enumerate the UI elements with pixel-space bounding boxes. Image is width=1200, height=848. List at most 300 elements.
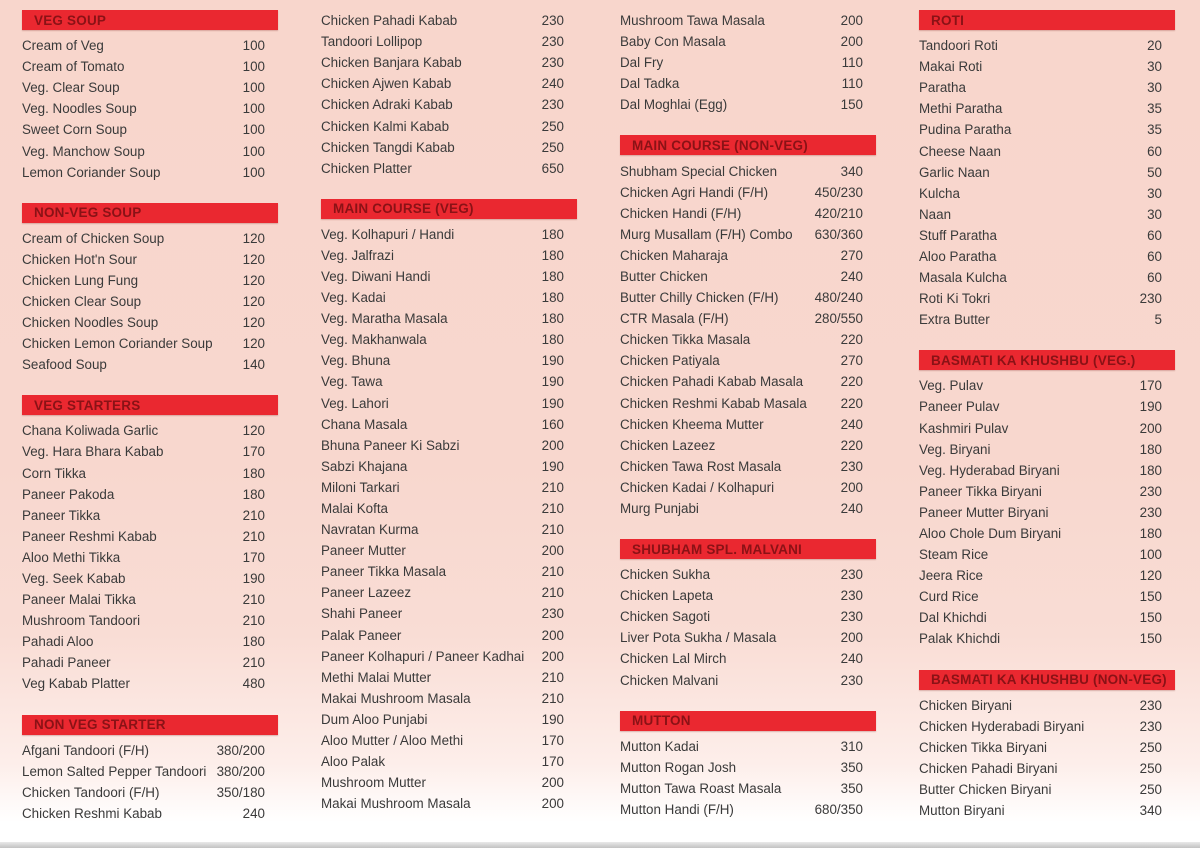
item-name-label: Paneer Pakoda xyxy=(22,486,115,502)
item-price-label: 230 xyxy=(840,458,863,474)
section-header xyxy=(919,10,1175,30)
menu-item-row xyxy=(321,137,577,158)
item-name-label: Chicken Lal Mirch xyxy=(620,651,727,667)
menu-item-row xyxy=(919,502,1175,523)
item-price-label: 230 xyxy=(1139,718,1162,734)
menu-section xyxy=(919,670,1175,822)
item-price-label: 180 xyxy=(541,311,564,327)
item-price-label: 120 xyxy=(242,293,265,309)
item-price-label: 190 xyxy=(541,711,564,727)
item-price-label: 210 xyxy=(242,592,265,608)
item-name-label: Dal Khichdi xyxy=(919,610,987,626)
item-price-label: 380/200 xyxy=(216,742,265,758)
item-name-label: Chicken Reshmi Kabab Masala xyxy=(620,395,807,411)
item-price-label: 230 xyxy=(541,13,564,29)
item-price-label: 220 xyxy=(840,332,863,348)
item-name-label: Chicken Lapeta xyxy=(620,588,714,604)
menu-item-row xyxy=(321,540,577,561)
menu-item-row xyxy=(620,94,876,115)
item-price-label: 200 xyxy=(541,627,564,643)
menu-item-row xyxy=(919,481,1175,502)
section-header xyxy=(321,199,577,219)
menu-section xyxy=(620,10,876,115)
item-name-label: Butter Chicken xyxy=(620,268,708,284)
section-header-label: VEG SOUP xyxy=(34,12,107,28)
item-name-label: Paneer Tikka Biryani xyxy=(919,483,1042,499)
menu-item-row xyxy=(919,246,1175,267)
item-name-label: Garlic Naan xyxy=(919,164,990,180)
item-price-label: 210 xyxy=(242,507,265,523)
item-name-label: Chicken Adraki Kabab xyxy=(321,97,453,113)
menu-item-row xyxy=(919,565,1175,586)
item-price-label: 30 xyxy=(1147,80,1162,96)
menu-section xyxy=(620,135,876,519)
item-price-label: 200 xyxy=(541,775,564,791)
section-header xyxy=(919,350,1175,370)
item-name-label: Murg Punjabi xyxy=(620,501,699,517)
menu-item-row xyxy=(22,56,278,77)
section-header-label: BASMATI KA KHUSHBU (VEG.) xyxy=(931,352,1136,368)
item-price-label: 100 xyxy=(242,101,265,117)
item-name-label: Mutton Rogan Josh xyxy=(620,759,737,775)
item-name-label: Butter Chicken Biryani xyxy=(919,781,1052,797)
menu-section xyxy=(321,199,577,815)
item-price-label: 160 xyxy=(541,416,564,432)
menu-item-row xyxy=(620,224,876,245)
item-price-label: 180 xyxy=(242,486,265,502)
item-name-label: Butter Chilly Chicken (F/H) xyxy=(620,290,779,306)
item-price-label: 120 xyxy=(242,230,265,246)
item-name-label: Mutton Kadai xyxy=(620,738,699,754)
menu-item-row xyxy=(321,329,577,350)
item-name-label: Lemon Salted Pepper Tandoori xyxy=(22,763,207,779)
menu-item-row xyxy=(22,119,278,140)
item-name-label: Chicken Pahadi Biryani xyxy=(919,760,1058,776)
item-price-label: 200 xyxy=(840,34,863,50)
item-name-label: Stuff Paratha xyxy=(919,227,997,243)
item-price-label: 170 xyxy=(541,754,564,770)
item-name-label: Steam Rice xyxy=(919,547,989,563)
item-name-label: Chicken Lung Fung xyxy=(22,272,139,288)
item-name-label: Chicken Sukha xyxy=(620,567,711,583)
menu-item-row xyxy=(321,414,577,435)
item-name-label: Veg. Seek Kabab xyxy=(22,571,126,587)
item-price-label: 230 xyxy=(1139,697,1162,713)
menu-item-row xyxy=(919,162,1175,183)
item-price-label: 280/550 xyxy=(814,311,863,327)
menu-item-row xyxy=(321,582,577,603)
menu-item-row xyxy=(22,631,278,652)
item-name-label: Veg. Lahori xyxy=(321,395,389,411)
menu-item-row xyxy=(620,329,876,350)
item-name-label: Curd Rice xyxy=(919,589,979,605)
menu-item-row xyxy=(620,10,876,31)
menu-section xyxy=(620,711,876,820)
menu-item-row xyxy=(22,589,278,610)
menu-item-row xyxy=(22,610,278,631)
item-name-label: Corn Tikka xyxy=(22,465,86,481)
menu-item-row xyxy=(919,309,1175,330)
item-name-label: Paneer Lazeez xyxy=(321,585,412,601)
item-name-label: Paneer Kolhapuri / Paneer Kadhai xyxy=(321,648,525,664)
item-name-label: Palak Khichdi xyxy=(919,631,1001,647)
section-header xyxy=(620,135,876,155)
item-price-label: 100 xyxy=(242,80,265,96)
item-name-label: Chicken Platter xyxy=(321,160,412,176)
menu-item-row xyxy=(919,418,1175,439)
item-name-label: Miloni Tarkari xyxy=(321,479,400,495)
item-price-label: 190 xyxy=(541,374,564,390)
item-price-label: 240 xyxy=(840,416,863,432)
item-price-label: 200 xyxy=(840,630,863,646)
menu-item-row xyxy=(620,456,876,477)
item-price-label: 60 xyxy=(1147,248,1162,264)
menu-item-row xyxy=(919,779,1175,800)
menu-item-row xyxy=(22,782,278,803)
item-name-label: Veg. Bhuna xyxy=(321,353,391,369)
item-price-label: 60 xyxy=(1147,227,1162,243)
item-name-label: Aloo Methi Tikka xyxy=(22,549,121,565)
item-name-label: Mushroom Tandoori xyxy=(22,613,141,629)
item-name-label: Chicken Hot'n Sour xyxy=(22,251,137,267)
item-name-label: Veg. Diwani Handi xyxy=(321,268,431,284)
item-name-label: Palak Paneer xyxy=(321,627,402,643)
item-name-label: Mutton Handi (F/H) xyxy=(620,801,734,817)
menu-item-row xyxy=(22,568,278,589)
item-price-label: 240 xyxy=(541,76,564,92)
menu-item-row xyxy=(321,519,577,540)
item-price-label: 190 xyxy=(541,353,564,369)
menu-item-row xyxy=(919,204,1175,225)
item-price-label: 210 xyxy=(541,669,564,685)
item-name-label: Aloo Palak xyxy=(321,754,386,770)
item-name-label: Mushroom Mutter xyxy=(321,775,426,791)
menu-item-row xyxy=(620,477,876,498)
item-name-label: Chicken Biryani xyxy=(919,697,1013,713)
menu-section xyxy=(919,10,1175,330)
menu-item-row xyxy=(919,56,1175,77)
menu-item-row xyxy=(620,757,876,778)
item-price-label: 50 xyxy=(1147,164,1162,180)
menu-item-row xyxy=(22,249,278,270)
item-price-label: 170 xyxy=(541,733,564,749)
section-header xyxy=(620,539,876,559)
item-price-label: 210 xyxy=(541,564,564,580)
menu-item-row xyxy=(22,652,278,673)
item-name-label: Mutton Biryani xyxy=(919,803,1005,819)
item-price-label: 210 xyxy=(541,585,564,601)
item-price-label: 380/200 xyxy=(216,763,265,779)
menu-item-row xyxy=(620,160,876,181)
item-name-label: Aloo Mutter / Aloo Methi xyxy=(321,733,464,749)
item-price-label: 420/210 xyxy=(814,205,863,221)
menu-item-row xyxy=(620,182,876,203)
section-header xyxy=(22,10,278,30)
section-header xyxy=(22,395,278,415)
menu-item-row xyxy=(321,793,577,814)
item-name-label: Liver Pota Sukha / Masala xyxy=(620,630,777,646)
item-name-label: Paratha xyxy=(919,80,966,96)
item-price-label: 180 xyxy=(1139,441,1162,457)
menu-item-row xyxy=(919,396,1175,417)
menu-item-row xyxy=(321,94,577,115)
item-name-label: Bhuna Paneer Ki Sabzi xyxy=(321,437,460,453)
item-price-label: 100 xyxy=(242,38,265,54)
item-price-label: 250 xyxy=(1139,781,1162,797)
item-name-label: Makai Roti xyxy=(919,59,983,75)
item-name-label: Mushroom Tawa Masala xyxy=(620,13,765,29)
menu-item-row xyxy=(321,158,577,179)
item-name-label: Chicken Tangdi Kabab xyxy=(321,139,455,155)
item-name-label: Paneer Reshmi Kabab xyxy=(22,528,157,544)
item-price-label: 150 xyxy=(1139,631,1162,647)
menu-item-row xyxy=(919,523,1175,544)
item-name-label: Murg Musallam (F/H) Combo xyxy=(620,226,793,242)
item-price-label: 480 xyxy=(242,676,265,692)
item-name-label: Methi Malai Mutter xyxy=(321,669,432,685)
menu-item-row xyxy=(919,140,1175,161)
menu-item-row xyxy=(321,31,577,52)
menu-section xyxy=(22,203,278,376)
menu-item-row xyxy=(919,695,1175,716)
menu-column-3 xyxy=(620,0,876,840)
item-price-label: 150 xyxy=(1139,610,1162,626)
menu-item-row xyxy=(620,736,876,757)
section-header xyxy=(22,203,278,223)
item-price-label: 170 xyxy=(242,444,265,460)
item-name-label: Chicken Pahadi Kabab xyxy=(321,13,458,29)
item-name-label: Veg. Jalfrazi xyxy=(321,247,394,263)
item-price-label: 35 xyxy=(1147,101,1162,117)
menu-item-row xyxy=(620,52,876,73)
item-name-label: Paneer Tikka xyxy=(22,507,101,523)
menu-item-row xyxy=(620,670,876,691)
menu-item-row xyxy=(321,287,577,308)
menu-item-row xyxy=(22,505,278,526)
menu-item-row xyxy=(321,10,577,31)
menu-item-row xyxy=(321,772,577,793)
item-price-label: 210 xyxy=(541,690,564,706)
item-price-label: 180 xyxy=(541,290,564,306)
item-name-label: Veg. Hyderabad Biryani xyxy=(919,462,1060,478)
item-name-label: Chicken Tikka Biryani xyxy=(919,739,1048,755)
item-name-label: Shubham Special Chicken xyxy=(620,163,778,179)
item-name-label: Chicken Pahadi Kabab Masala xyxy=(620,374,804,390)
menu-column-1 xyxy=(22,0,278,844)
item-price-label: 150 xyxy=(1139,589,1162,605)
menu-item-row xyxy=(321,52,577,73)
menu-item-row xyxy=(620,799,876,820)
item-name-label: Cheese Naan xyxy=(919,143,1001,159)
item-name-label: Chicken Sagoti xyxy=(620,609,711,625)
item-name-label: Chana Masala xyxy=(321,416,408,432)
menu-item-row xyxy=(919,119,1175,140)
item-name-label: Paneer Mutter Biryani xyxy=(919,504,1049,520)
item-name-label: CTR Masala (F/H) xyxy=(620,311,729,327)
item-name-label: Navratan Kurma xyxy=(321,522,419,538)
item-price-label: 230 xyxy=(1139,504,1162,520)
item-price-label: 230 xyxy=(840,609,863,625)
item-price-label: 5 xyxy=(1154,312,1162,328)
item-name-label: Tandoori Lollipop xyxy=(321,34,423,50)
menu-item-row xyxy=(620,414,876,435)
menu-item-row xyxy=(620,778,876,799)
menu-item-row xyxy=(620,627,876,648)
menu-item-row xyxy=(22,77,278,98)
item-name-label: Veg. Tawa xyxy=(321,374,383,390)
item-name-label: Mutton Tawa Roast Masala xyxy=(620,780,782,796)
item-name-label: Cream of Veg xyxy=(22,38,104,54)
menu-item-row xyxy=(620,585,876,606)
menu-item-row xyxy=(620,606,876,627)
menu-item-row xyxy=(919,800,1175,821)
item-name-label: Methi Paratha xyxy=(919,101,1003,117)
item-price-label: 230 xyxy=(840,672,863,688)
item-price-label: 250 xyxy=(541,139,564,155)
item-price-label: 35 xyxy=(1147,122,1162,138)
item-name-label: Jeera Rice xyxy=(919,568,984,584)
menu-item-row xyxy=(321,603,577,624)
menu-item-row xyxy=(22,420,278,441)
item-price-label: 180 xyxy=(541,247,564,263)
item-price-label: 210 xyxy=(541,501,564,517)
item-name-label: Dum Aloo Punjabi xyxy=(321,711,428,727)
menu-item-row xyxy=(321,498,577,519)
section-header xyxy=(620,711,876,731)
item-name-label: Sabzi Khajana xyxy=(321,458,408,474)
item-price-label: 240 xyxy=(840,501,863,517)
menu-item-row xyxy=(919,607,1175,628)
item-name-label: Chana Koliwada Garlic xyxy=(22,423,159,439)
item-price-label: 200 xyxy=(541,648,564,664)
item-price-label: 20 xyxy=(1147,38,1162,54)
menu-item-row xyxy=(22,35,278,56)
item-name-label: Veg. Noodles Soup xyxy=(22,101,137,117)
item-name-label: Pudina Paratha xyxy=(919,122,1012,138)
item-name-label: Dal Fry xyxy=(620,55,664,71)
menu-item-row xyxy=(919,225,1175,246)
item-price-label: 190 xyxy=(1139,399,1162,415)
section-header xyxy=(22,715,278,735)
menu-item-row xyxy=(620,498,876,519)
item-name-label: Veg. Kadai xyxy=(321,290,386,306)
item-price-label: 210 xyxy=(242,613,265,629)
section-header-label: BASMATI KA KHUSHBU (NON-VEG) xyxy=(931,672,1167,688)
menu-item-row xyxy=(321,730,577,751)
menu-item-row xyxy=(321,751,577,772)
item-name-label: Seafood Soup xyxy=(22,357,107,373)
section-header-label: VEG STARTERS xyxy=(34,397,141,413)
menu-item-row xyxy=(22,803,278,824)
menu-item-row xyxy=(620,245,876,266)
item-name-label: Roti Ki Tokri xyxy=(919,291,991,307)
item-name-label: Chicken Kadai / Kolhapuri xyxy=(620,479,775,495)
item-name-label: Chicken Banjara Kabab xyxy=(321,55,462,71)
item-price-label: 230 xyxy=(541,606,564,622)
item-name-label: Lemon Coriander Soup xyxy=(22,164,161,180)
item-price-label: 180 xyxy=(541,332,564,348)
section-header-label: NON VEG STARTER xyxy=(34,717,166,733)
item-price-label: 100 xyxy=(242,122,265,138)
item-price-label: 350 xyxy=(840,759,863,775)
menu-column-2 xyxy=(321,0,577,834)
menu-item-row xyxy=(620,287,876,308)
item-price-label: 220 xyxy=(840,374,863,390)
item-price-label: 200 xyxy=(840,13,863,29)
item-price-label: 210 xyxy=(541,522,564,538)
item-price-label: 240 xyxy=(840,268,863,284)
item-name-label: Chicken Lemon Coriander Soup xyxy=(22,336,213,352)
menu-item-row xyxy=(22,484,278,505)
item-name-label: Chicken Reshmi Kabab xyxy=(22,805,162,821)
menu-section xyxy=(22,10,278,183)
menu-item-row xyxy=(919,439,1175,460)
item-name-label: Chicken Clear Soup xyxy=(22,293,142,309)
item-price-label: 340 xyxy=(840,163,863,179)
item-name-label: Chicken Noodles Soup xyxy=(22,315,159,331)
item-price-label: 100 xyxy=(1139,547,1162,563)
item-name-label: Paneer Tikka Masala xyxy=(321,564,447,580)
menu-item-row xyxy=(321,646,577,667)
menu-item-row xyxy=(620,203,876,224)
menu-section xyxy=(321,10,577,179)
item-name-label: Veg. Biryani xyxy=(919,441,991,457)
menu-item-row xyxy=(919,460,1175,481)
menu-item-row xyxy=(620,31,876,52)
item-name-label: Malai Kofta xyxy=(321,501,388,517)
menu-item-row xyxy=(919,758,1175,779)
menu-item-row xyxy=(919,737,1175,758)
item-price-label: 110 xyxy=(841,76,863,92)
item-price-label: 210 xyxy=(242,528,265,544)
item-name-label: Cream of Tomato xyxy=(22,59,125,75)
item-name-label: Dal Tadka xyxy=(620,76,680,92)
menu-item-row xyxy=(321,224,577,245)
item-price-label: 230 xyxy=(840,567,863,583)
item-name-label: Baby Con Masala xyxy=(620,34,726,50)
item-name-label: Paneer Mutter xyxy=(321,543,406,559)
item-price-label: 180 xyxy=(1139,462,1162,478)
item-name-label: Veg. Hara Bhara Kabab xyxy=(22,444,164,460)
item-name-label: Chicken Patiyala xyxy=(620,353,720,369)
menu-item-row xyxy=(919,716,1175,737)
menu-item-row xyxy=(919,77,1175,98)
menu-item-row xyxy=(919,267,1175,288)
menu-item-row xyxy=(22,98,278,119)
item-price-label: 180 xyxy=(541,268,564,284)
section-header-label: MUTTON xyxy=(632,713,691,729)
menu-item-row xyxy=(919,628,1175,649)
item-price-label: 120 xyxy=(242,315,265,331)
menu-item-row xyxy=(321,561,577,582)
menu-item-row xyxy=(22,740,278,761)
item-name-label: Chicken Ajwen Kabab xyxy=(321,76,452,92)
item-name-label: Pahadi Paneer xyxy=(22,655,111,671)
item-name-label: Chicken Kheema Mutter xyxy=(620,416,764,432)
menu-item-row xyxy=(22,162,278,183)
item-price-label: 100 xyxy=(242,143,265,159)
menu-item-row xyxy=(321,115,577,136)
item-name-label: Chicken Tikka Masala xyxy=(620,332,751,348)
menu-item-row xyxy=(321,456,577,477)
item-name-label: Pahadi Aloo xyxy=(22,634,94,650)
item-price-label: 200 xyxy=(1139,420,1162,436)
item-name-label: Naan xyxy=(919,206,952,222)
menu-item-row xyxy=(620,308,876,329)
item-price-label: 200 xyxy=(541,796,564,812)
item-name-label: Chicken Malvani xyxy=(620,672,719,688)
menu-item-row xyxy=(22,673,278,694)
